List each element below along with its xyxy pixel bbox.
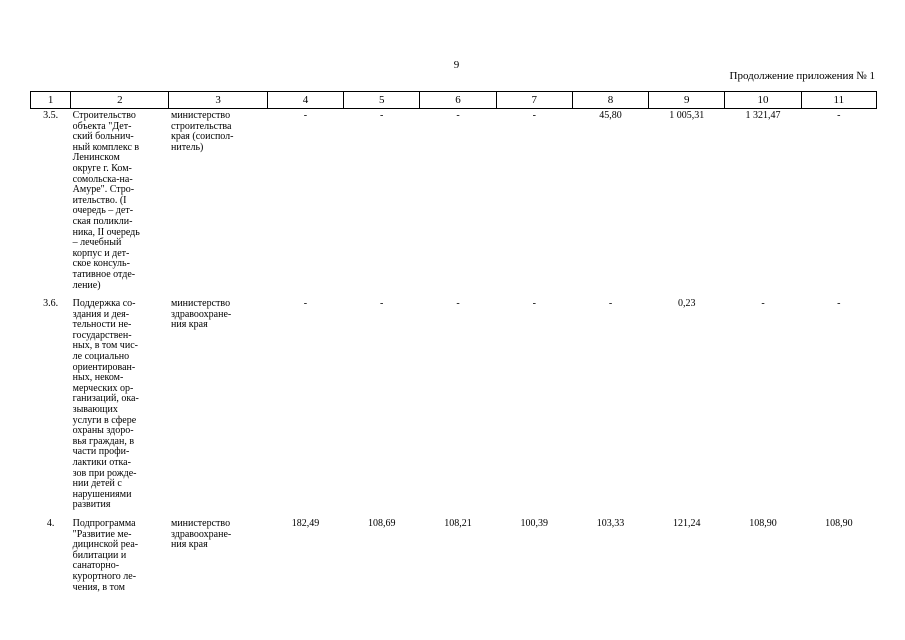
- event-name: [71, 297, 169, 517]
- executor: [169, 297, 267, 517]
- event-name-line: ный комплекс в: [72, 141, 140, 153]
- executor: [169, 109, 267, 298]
- header-row: [31, 92, 877, 109]
- executor-line: здравоохране-: [170, 528, 232, 540]
- event-name-line: Поддержка со-: [72, 298, 136, 310]
- value-cell: 108,21: [444, 517, 472, 529]
- value-cell: 108,90: [749, 517, 777, 529]
- event-name-line: государствен-: [72, 329, 132, 341]
- event-name-line: мерческих ор-: [72, 382, 134, 394]
- event-name-line: Ленинском: [72, 152, 120, 164]
- executor-line: министерство: [170, 298, 231, 310]
- value-cell: 45,80: [599, 110, 622, 121]
- column-header: 5: [344, 92, 420, 109]
- executor-line: министерство: [170, 517, 231, 529]
- event-name-line: ле социально: [72, 351, 130, 363]
- column-header: 11: [801, 92, 876, 109]
- value-cell: -: [532, 110, 536, 121]
- value-cell: 1 321,47: [745, 110, 781, 121]
- value-cell: 1 005,31: [669, 110, 705, 121]
- value-cell: 108,69: [367, 517, 396, 529]
- value-cell: 100,39: [520, 517, 548, 529]
- value-cell: -: [303, 110, 308, 121]
- column-header: 10: [725, 92, 801, 109]
- appendix-continuation-note: Продолжение приложения № 1: [729, 70, 875, 82]
- value-cell: 182,49: [291, 517, 320, 529]
- value-cell: 121,24: [673, 517, 701, 529]
- event-name-line: части профи-: [72, 446, 130, 458]
- column-header: 7: [496, 92, 572, 109]
- event-name: [71, 109, 169, 298]
- column-header: 4: [267, 92, 343, 109]
- event-name-line: развития: [72, 499, 111, 511]
- event-name-line: Амуре". Стро-: [72, 184, 135, 196]
- event-name-line: нии детей с: [72, 478, 122, 490]
- row-number: 3.5.: [43, 110, 59, 121]
- event-name-line: округе г. Ком-: [72, 162, 132, 174]
- table-body: [31, 109, 877, 600]
- value-cell: 0,23: [678, 298, 696, 310]
- column-header: 2: [71, 92, 169, 109]
- value-cell: -: [303, 298, 308, 310]
- executor-line: ния края: [170, 539, 208, 551]
- event-name-line: здания и дея-: [72, 308, 130, 320]
- event-name: [71, 517, 169, 599]
- column-header: 3: [169, 92, 267, 109]
- event-name-line: зывающих: [72, 404, 118, 416]
- executor-line: ния края: [170, 319, 208, 331]
- table-row: [31, 517, 877, 599]
- column-header: 1: [31, 92, 71, 109]
- event-name-line: санаторно-: [72, 560, 120, 572]
- event-name-line: ных, неком-: [72, 372, 124, 384]
- value-cell: 108,90: [825, 517, 853, 529]
- event-name-line: билитации и: [72, 549, 127, 561]
- executor-line: нитель): [170, 141, 204, 153]
- row-number: 4.: [46, 517, 55, 529]
- event-name-line: чения, в том: [72, 581, 126, 593]
- event-name-line: "Развитие ме-: [72, 528, 132, 540]
- row-number: 3.6.: [43, 298, 59, 310]
- event-name-line: услуги в сфере: [72, 414, 137, 426]
- event-name-line: ных, в том чис-: [72, 340, 138, 352]
- event-name-line: тативное отде-: [72, 268, 136, 280]
- event-name-line: курортного ле-: [72, 570, 137, 582]
- value-cell: -: [837, 110, 841, 121]
- event-name-line: вья граждан, в: [72, 435, 135, 447]
- value-cell: -: [380, 298, 384, 310]
- column-header: 9: [649, 92, 725, 109]
- event-name-line: ление): [72, 279, 101, 291]
- event-name-line: сомольска-на-: [72, 173, 133, 185]
- page-number: 9: [453, 59, 460, 71]
- event-name-line: корпус и дет-: [72, 247, 130, 259]
- event-name-line: дицинской реа-: [72, 539, 139, 551]
- event-name-line: – лечебный: [72, 237, 122, 249]
- executor-line: края (соиспол-: [170, 131, 234, 143]
- value-cell: -: [761, 298, 765, 310]
- value-cell: -: [456, 110, 460, 121]
- executor-line: здравоохране-: [170, 308, 232, 320]
- executor-line: министерство: [170, 110, 231, 121]
- event-name-line: ский больнич-: [72, 131, 134, 143]
- table-row: [31, 297, 877, 517]
- event-name-line: ориентирован-: [72, 361, 136, 373]
- event-name-line: Подпрограмма: [72, 517, 136, 529]
- event-name-line: ника, II очередь: [72, 226, 140, 238]
- executor: [169, 517, 267, 599]
- event-name-line: ганизаций, ока-: [72, 393, 139, 405]
- value-cell: -: [532, 298, 536, 310]
- column-header: 8: [572, 92, 648, 109]
- event-name-line: очередь – дет-: [72, 205, 134, 217]
- value-cell: -: [608, 298, 613, 310]
- column-header: 6: [420, 92, 496, 109]
- value-cell: -: [837, 298, 841, 310]
- event-name-line: охраны здоро-: [72, 425, 134, 437]
- event-name-line: ительство. (I: [72, 194, 127, 206]
- table-row: [31, 109, 877, 298]
- event-name-line: тельности не-: [72, 319, 132, 331]
- event-name-line: объекта "Дет-: [72, 120, 132, 132]
- value-cell: -: [456, 298, 460, 310]
- event-name-line: нарушениями: [72, 488, 132, 500]
- event-name-line: лактики отка-: [72, 457, 131, 468]
- executor-line: строительства: [170, 120, 232, 132]
- appendix-table: [30, 91, 877, 599]
- value-cell: -: [380, 110, 384, 121]
- event-name-line: Строительство: [72, 110, 136, 121]
- value-cell: 103,33: [596, 517, 625, 529]
- event-name-line: ское консуль-: [72, 258, 130, 270]
- event-name-line: ская поликли-: [72, 215, 133, 227]
- event-name-line: зов при рожде-: [72, 467, 137, 479]
